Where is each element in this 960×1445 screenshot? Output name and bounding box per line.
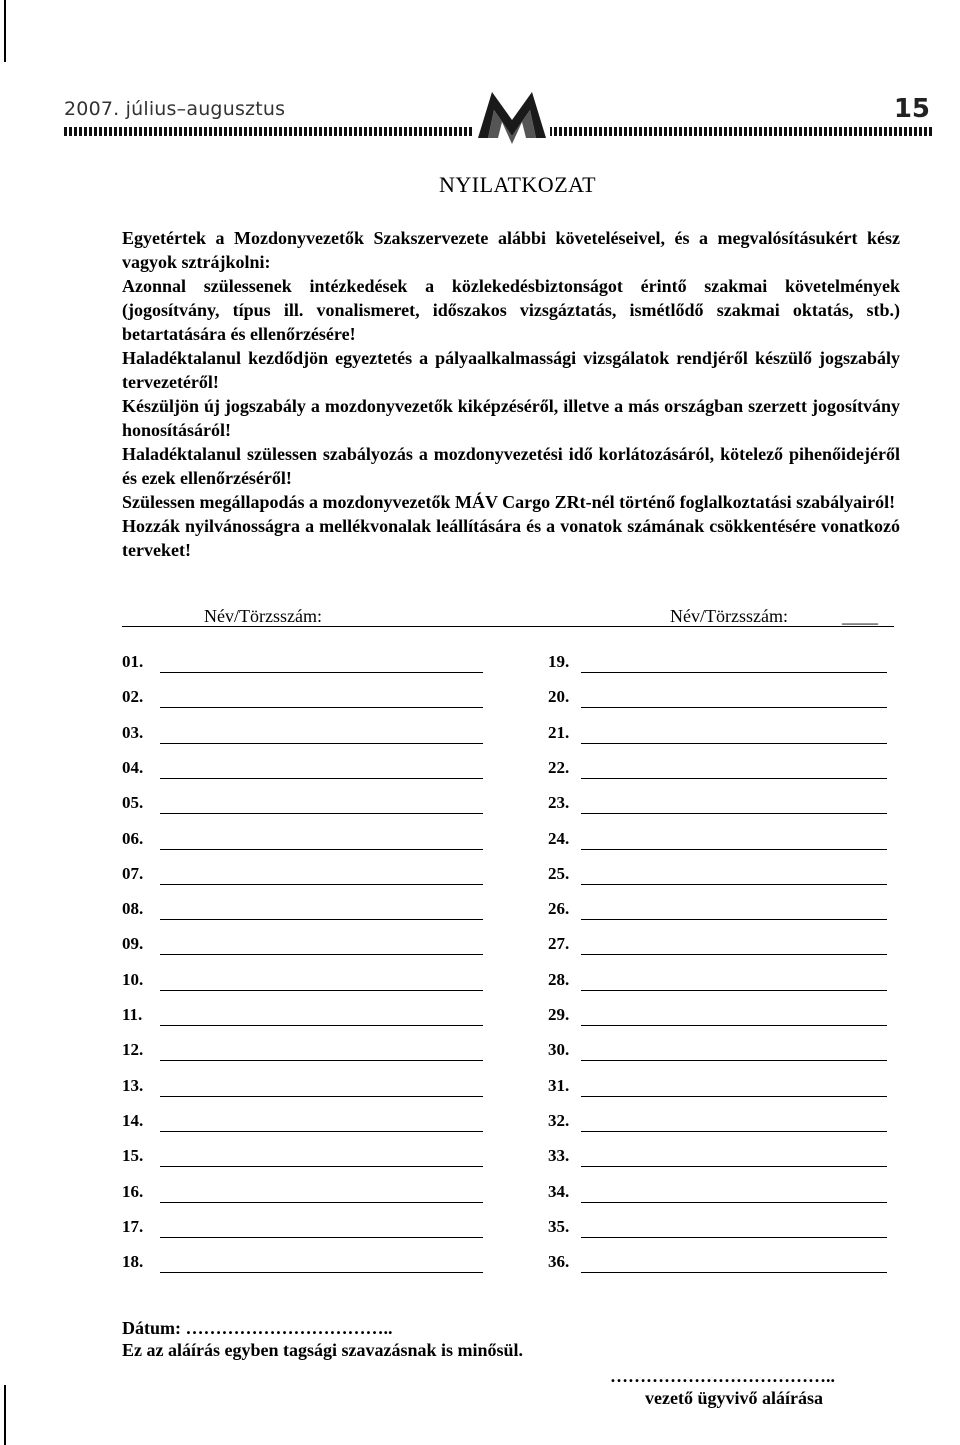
name-entry-line[interactable] (160, 778, 483, 779)
signature-row (122, 829, 162, 849)
signature-row (122, 652, 162, 672)
row-number: 34. (548, 1181, 570, 1201)
page-title: NYILATKOZAT (438, 172, 597, 197)
signature-row (548, 1252, 588, 1272)
signature-row (548, 1040, 588, 1060)
row-number: 16. (122, 1181, 144, 1201)
row-number: 17. (122, 1216, 144, 1236)
row-number: 28. (548, 969, 570, 989)
signature-row (122, 758, 162, 778)
row-number: 08. (122, 899, 144, 919)
row-number: 02. (122, 687, 144, 707)
row-number: 05. (122, 793, 144, 813)
name-entry-line[interactable] (581, 707, 887, 708)
row-number: 19. (548, 652, 570, 671)
row-number: 23. (548, 793, 570, 813)
name-entry-line[interactable] (160, 919, 483, 920)
row-number: 18. (122, 1252, 144, 1272)
row-number: 32. (548, 1110, 570, 1130)
signature-row (122, 723, 162, 743)
signature-row (548, 1146, 588, 1166)
name-entry-line[interactable] (581, 672, 887, 673)
signature-row (122, 687, 162, 707)
name-entry-line[interactable] (581, 884, 887, 885)
name-entry-line[interactable] (160, 672, 483, 673)
page-edge-rule-top (4, 0, 6, 62)
row-number: 25. (548, 863, 570, 883)
page-edge-rule-bottom (4, 1385, 6, 1445)
signature-row (122, 1146, 162, 1166)
name-entry-line[interactable] (581, 1166, 887, 1167)
signature-row (548, 1076, 588, 1096)
name-entry-line[interactable] (160, 743, 483, 744)
name-entry-line[interactable] (581, 1096, 887, 1097)
row-number: 35. (548, 1216, 570, 1236)
paragraph-demand-4: Haladéktalanul szülessen szabályozás a mozdonyvezetési idő korlátozásáról, kötelező pihenőidejéről és ezek ellenőrzéséről! (122, 444, 900, 488)
row-number: 24. (548, 828, 570, 848)
right-column-header: Név/Törzsszám: (670, 606, 788, 626)
signature-label: vezető ügyvivő aláírása (645, 1388, 823, 1408)
row-number: 01. (122, 652, 144, 671)
name-entry-line[interactable] (160, 1202, 483, 1203)
row-number: 21. (548, 722, 570, 742)
paragraph-demand-2: Haladéktalanul kezdődjön egyeztetés a pályaalkalmassági vizsgálatok rendjéről készülő jogszabály tervezetéről! (122, 348, 900, 392)
signature-row (548, 970, 588, 990)
row-number: 11. (122, 1005, 143, 1024)
name-entry-line[interactable] (581, 1060, 887, 1061)
signature-row (122, 1111, 162, 1131)
row-number: 09. (122, 934, 144, 954)
row-number: 36. (548, 1252, 570, 1272)
row-number: 27. (548, 934, 570, 954)
paragraph-intro: Egyetértek a Mozdonyvezetők Szakszervezete alábbi követeléseivel, és a megvalósításukért kész vagyok sztrájkolni: (122, 228, 900, 272)
signature-row (122, 864, 162, 884)
page-number: 15 (893, 94, 930, 124)
row-number: 33. (548, 1146, 570, 1166)
demands-text (122, 226, 900, 562)
right-column-header-suffix: ____ (842, 606, 878, 626)
name-entry-line[interactable] (160, 884, 483, 885)
name-entry-line[interactable] (581, 778, 887, 779)
signature-row (548, 899, 588, 919)
paragraph-demand-6: Hozzák nyilvánosságra a mellékvonalak leállítására és a vonatok számának csökkentésére vonatkozó terveket! (122, 516, 900, 560)
signature-row (122, 1076, 162, 1096)
date-field[interactable]: Dátum: …………………………….. (122, 1318, 393, 1338)
name-entry-line[interactable] (160, 1096, 483, 1097)
paragraph-demand-3: Készüljön új jogszabály a mozdonyvezetők kiképzéséről, illetve a más országban szerzett jogosítvány honosításáról! (122, 396, 900, 440)
signature-row (548, 1217, 588, 1237)
signature-row (122, 970, 162, 990)
union-logo-icon (474, 86, 550, 146)
name-entry-line[interactable] (160, 1272, 483, 1273)
row-number: 07. (122, 863, 144, 883)
row-number: 15. (122, 1146, 144, 1166)
left-column-header: Név/Törzsszám: (204, 606, 322, 626)
row-number: 13. (122, 1075, 144, 1095)
signature-row (548, 793, 588, 813)
row-number: 06. (122, 828, 144, 848)
name-entry-line[interactable] (160, 990, 483, 991)
name-entry-line[interactable] (581, 1025, 887, 1026)
name-entry-line[interactable] (581, 1202, 887, 1203)
name-entry-line[interactable] (160, 1060, 483, 1061)
signature-row (548, 1005, 588, 1025)
header-underline (122, 626, 894, 627)
signature-row (548, 1111, 588, 1131)
row-number: 22. (548, 757, 570, 777)
row-number: 20. (548, 687, 570, 707)
signature-row (122, 1217, 162, 1237)
name-entry-line[interactable] (160, 1131, 483, 1132)
name-entry-line[interactable] (160, 707, 483, 708)
name-entry-line[interactable] (581, 743, 887, 744)
name-entry-line[interactable] (581, 954, 887, 955)
signature-row (548, 934, 588, 954)
signature-row (548, 758, 588, 778)
signature-row (548, 829, 588, 849)
signature-row (122, 1040, 162, 1060)
signature-row (122, 1182, 162, 1202)
paragraph-demand-5: Szülessen megállapodás a mozdonyvezetők MÁV Cargo ZRt-nél történő foglalkoztatási szabályairól! (122, 492, 896, 512)
row-number: 30. (548, 1040, 570, 1060)
row-number: 29. (548, 1005, 570, 1024)
name-entry-line[interactable] (160, 954, 483, 955)
row-number: 26. (548, 899, 570, 919)
name-entry-line[interactable] (581, 1237, 887, 1238)
name-entry-line[interactable] (160, 1166, 483, 1167)
row-number: 14. (122, 1110, 144, 1130)
signature-line[interactable]: ……………………………….. (610, 1366, 835, 1386)
signature-row (122, 899, 162, 919)
name-entry-line[interactable] (160, 813, 483, 814)
signature-row (548, 723, 588, 743)
name-entry-line[interactable] (581, 849, 887, 850)
signature-row (548, 687, 588, 707)
name-entry-line[interactable] (581, 990, 887, 991)
row-number: 31. (548, 1075, 570, 1095)
paragraph-demand-1: Azonnal szülessenek intézkedések a közlekedésbiztonságot érintő szakmai követelmények (jogosítvány, típus ill. vonalismeret, időszakos vizsgáztatás, ismétlődő szakmai oktatás, stb.) betartatására és ellenőrzésére! (122, 276, 900, 344)
signature-row (122, 1005, 162, 1025)
name-entry-line[interactable] (160, 1025, 483, 1026)
name-entry-line[interactable] (160, 1237, 483, 1238)
name-entry-line[interactable] (160, 849, 483, 850)
name-entry-line[interactable] (581, 813, 887, 814)
signature-row (548, 1182, 588, 1202)
name-entry-line[interactable] (581, 919, 887, 920)
signature-row (122, 934, 162, 954)
signature-row (548, 652, 588, 672)
header-date: 2007. július–augusztus (64, 98, 286, 120)
signature-row (548, 864, 588, 884)
row-number: 10. (122, 969, 144, 989)
signature-row (122, 1252, 162, 1272)
voting-note: Ez az aláírás egyben tagsági szavazásnak is minősül. (122, 1340, 524, 1360)
row-number: 12. (122, 1040, 144, 1060)
row-number: 03. (122, 722, 144, 742)
name-entry-line[interactable] (581, 1131, 887, 1132)
signature-row (122, 793, 162, 813)
row-number: 04. (122, 757, 144, 777)
name-entry-line[interactable] (581, 1272, 887, 1273)
